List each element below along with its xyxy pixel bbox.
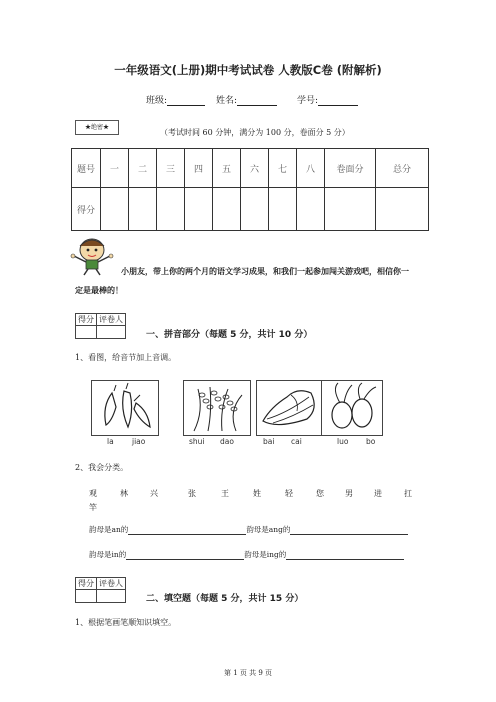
score-cell[interactable] (297, 188, 325, 231)
score-cell[interactable] (185, 188, 213, 231)
pepper-picture (91, 380, 159, 436)
name-field (216, 93, 277, 106)
pinyin-bo: bo (366, 437, 376, 446)
page-title: 一年级语文(上册)期中考试试卷 人教版C卷 (附解析) (114, 63, 382, 77)
radish-picture (321, 380, 383, 436)
rice-icon (184, 381, 250, 435)
pinyin-la: la (107, 437, 114, 446)
char-5: 王 (221, 489, 229, 498)
fill-ing-blank[interactable] (286, 550, 404, 560)
name-label: 姓名: (216, 96, 238, 106)
intro-line-1: 小朋友，带上你的两个月的语文学习成果，和我们一起参加闯关游戏吧，相信你一 (121, 266, 409, 276)
fill-ang-blank[interactable] (290, 525, 408, 535)
class-field (146, 93, 205, 106)
scorebox-cell[interactable] (97, 326, 126, 339)
name-blank[interactable] (237, 105, 277, 106)
id-blank[interactable] (318, 105, 358, 106)
score-col-neatness: 卷面分 (325, 149, 376, 188)
section1-title: 一、拼音部分（每题 5 分，共计 10 分） (146, 330, 313, 340)
score-col-5: 五 (213, 149, 241, 188)
char-6: 姓 (253, 489, 261, 498)
scorebox-label-score: 得分 (76, 578, 97, 590)
char-2: 林 (120, 489, 128, 498)
cabbage-icon (257, 381, 321, 435)
pinyin-luo: luo (337, 437, 349, 446)
pinyin-jiao: jiao (132, 437, 146, 446)
score-col-1: 一 (101, 149, 129, 188)
intro-text (75, 262, 425, 300)
scorebox-cell[interactable] (76, 590, 97, 603)
score-col-7: 七 (269, 149, 297, 188)
char-10: 进 (374, 489, 382, 498)
confidential-badge: ★绝密★ (75, 120, 119, 135)
fill-an-blank[interactable] (128, 525, 246, 535)
radish-icon (322, 381, 382, 435)
class-label: 班级: (146, 96, 168, 106)
fill-ing-label: 韵母是ing的 (244, 550, 287, 559)
char-4: 张 (188, 489, 196, 498)
fill-row-2 (89, 549, 404, 560)
scorebox-cell[interactable] (97, 590, 126, 603)
pepper-icon (92, 381, 158, 435)
scorebox-cell[interactable] (76, 326, 97, 339)
scorebox-section2 (75, 577, 126, 603)
pinyin-shui: shui (189, 437, 205, 446)
char-12: 竿 (89, 503, 97, 512)
score-col-6: 六 (241, 149, 269, 188)
fill-in-label: 韵母是in的 (89, 550, 127, 559)
intro-line-2: 定是最棒的！ (75, 285, 123, 295)
score-cell[interactable] (376, 188, 429, 231)
char-11: 扛 (404, 489, 412, 498)
score-cell[interactable] (269, 188, 297, 231)
pinyin-cai: cai (291, 437, 302, 446)
scorebox-label-grader: 评卷人 (97, 314, 126, 326)
time-note: （考试时间 60 分钟，满分为 100 分，卷面分 5 分） (160, 128, 350, 137)
score-cell[interactable] (101, 188, 129, 231)
score-table-row2-label: 得分 (72, 188, 101, 231)
char-8: 您 (316, 489, 324, 498)
cabbage-picture (256, 380, 322, 436)
fill-in-blank[interactable] (126, 550, 244, 560)
section2-question1: 1、根据笔画笔顺知识填空。 (75, 618, 177, 627)
section1-question2: 2、我会分类。 (75, 463, 129, 472)
score-table (71, 148, 429, 231)
fill-an-label: 韵母是an的 (89, 525, 129, 534)
score-cell[interactable] (325, 188, 376, 231)
scorebox-label-grader: 评卷人 (97, 578, 126, 590)
score-col-3: 三 (157, 149, 185, 188)
char-7: 轻 (285, 489, 293, 498)
score-col-2: 二 (129, 149, 157, 188)
score-cell[interactable] (213, 188, 241, 231)
score-col-8: 八 (297, 149, 325, 188)
scorebox-section1 (75, 313, 126, 339)
id-label: 学号: (297, 96, 319, 106)
char-3: 兴 (150, 489, 158, 498)
fill-ang-label: 韵母是ang的 (246, 525, 291, 534)
score-cell[interactable] (157, 188, 185, 231)
student-id-field (297, 93, 358, 106)
section1-question1: 1、看图，给音节加上音调。 (75, 353, 177, 362)
char-1: 观 (89, 489, 97, 498)
pinyin-bai: bai (263, 437, 275, 446)
class-blank[interactable] (167, 105, 205, 106)
score-cell[interactable] (129, 188, 157, 231)
score-col-4: 四 (185, 149, 213, 188)
section2-title: 二、填空题（每题 5 分，共计 15 分） (146, 594, 304, 604)
score-cell[interactable] (241, 188, 269, 231)
rice-picture (183, 380, 251, 436)
char-9: 男 (345, 489, 353, 498)
page-footer: 第 1 页 共 9 页 (223, 669, 273, 677)
score-table-row1-label: 题号 (72, 149, 101, 188)
fill-row-1 (89, 524, 408, 535)
score-col-total: 总分 (376, 149, 429, 188)
scorebox-label-score: 得分 (76, 314, 97, 326)
pinyin-dao: dao (220, 437, 234, 446)
